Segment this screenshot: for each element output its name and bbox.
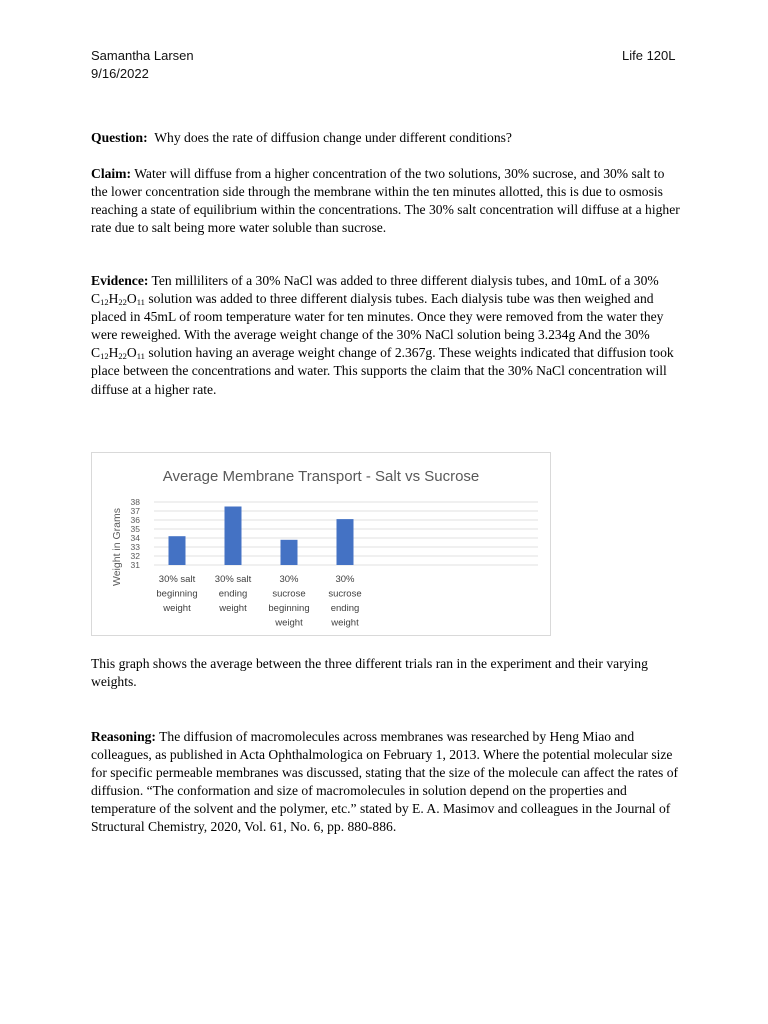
chart-title: Average Membrane Transport - Salt vs Sucrose [162, 468, 480, 485]
reasoning-text: The diffusion of macromolecules across membranes was researched by Heng Miao and colleagues, as published in Acta Ophthalmologica on February 1, 2013. Where the potential molecular size for specific permeable membranes was discussed, stating that the size of the molecule can affect the rates of diffusion. “The conformation and size of macromolecules in solution depend on the properties and temperature of the solvent and the polymer, etc.” stated by E. A. Masimov and colleagues in the Journal of Structural Chemistry, 2020, Vol. 61, No. 6, pp. 880-886. [91, 729, 679, 835]
y-tick-label: 32 [130, 551, 140, 561]
bar [225, 507, 242, 566]
header-left [91, 47, 194, 83]
question-label: Question: [91, 130, 148, 145]
reasoning-label: Reasoning: [91, 729, 156, 744]
category-label: 30% salt ending weight [214, 574, 252, 614]
bar [169, 536, 186, 565]
chart-caption: This graph shows the average between the three different trials ran in the experiment and their varying weights. [91, 656, 648, 690]
evidence-paragraph [91, 272, 683, 399]
y-tick-label: 35 [130, 524, 140, 534]
author-name: Samantha Larsen [91, 48, 194, 63]
evidence-text-3: solution having an average weight change of 2.367g. These weights indicated that diffusion took place between the concentrations and water. This supports the claim that the 30% NaCl concentration will diffuse at a higher rate. [91, 345, 674, 397]
y-tick-labels [131, 497, 141, 570]
category-label: 30% sucrose ending weight [328, 574, 362, 629]
y-tick-label: 34 [130, 533, 140, 543]
y-tick-label: 38 [130, 497, 140, 507]
sucrose-formula: $C_{12}H_{22}O_{11}$ [91, 291, 145, 308]
y-axis-label: Weight in Grams [111, 508, 123, 586]
bar [337, 519, 354, 565]
claim-paragraph [91, 165, 683, 237]
y-tick-label: 37 [130, 506, 140, 516]
question-text: Why does the rate of diffusion change under different conditions? [154, 130, 512, 145]
y-tick-label: 31 [130, 560, 140, 570]
question-paragraph [91, 129, 683, 147]
course-name: Life 120L [622, 48, 676, 63]
claim-text: Water will diffuse from a higher concentration of the two solutions, 30% sucrose, and 30% salt to the lower concentration side through the membrane within the ten minutes allotted, this is due to osmosis reaching a state of equilibrium within the concentrations. The 30% salt concentration will diffuse at a higher rate due to salt being more water soluble than sucrose. [91, 166, 680, 236]
evidence-text-2: solution was added to three different dialysis tubes. Each dialysis tube was then weighed and placed in 45mL of room temperature water for ten minutes. Once they were removed from the water they were reweighed. With the average weight change of the 30% NaCl solution being 3.234g And the 30% [91, 291, 664, 343]
evidence-text-1: Ten milliliters of a 30% NaCl was added to three different dialysis tubes, and 10mL of a 30% [151, 273, 659, 288]
category-label: 30% sucrose beginning weight [268, 574, 310, 629]
category-labels [156, 574, 361, 629]
category-label: 30% salt beginning weight [156, 574, 198, 614]
y-tick-label: 36 [130, 515, 140, 525]
document-date: 9/16/2022 [91, 66, 149, 81]
sucrose-formula: $C_{12}H_{22}O_{11}$ [91, 345, 145, 362]
claim-label: Claim: [91, 166, 132, 181]
bar [281, 540, 298, 565]
reasoning-paragraph [91, 728, 683, 837]
y-tick-label: 33 [130, 542, 140, 552]
chart-svg [92, 453, 552, 637]
bar-chart [91, 452, 551, 636]
evidence-label: Evidence: [91, 273, 149, 288]
